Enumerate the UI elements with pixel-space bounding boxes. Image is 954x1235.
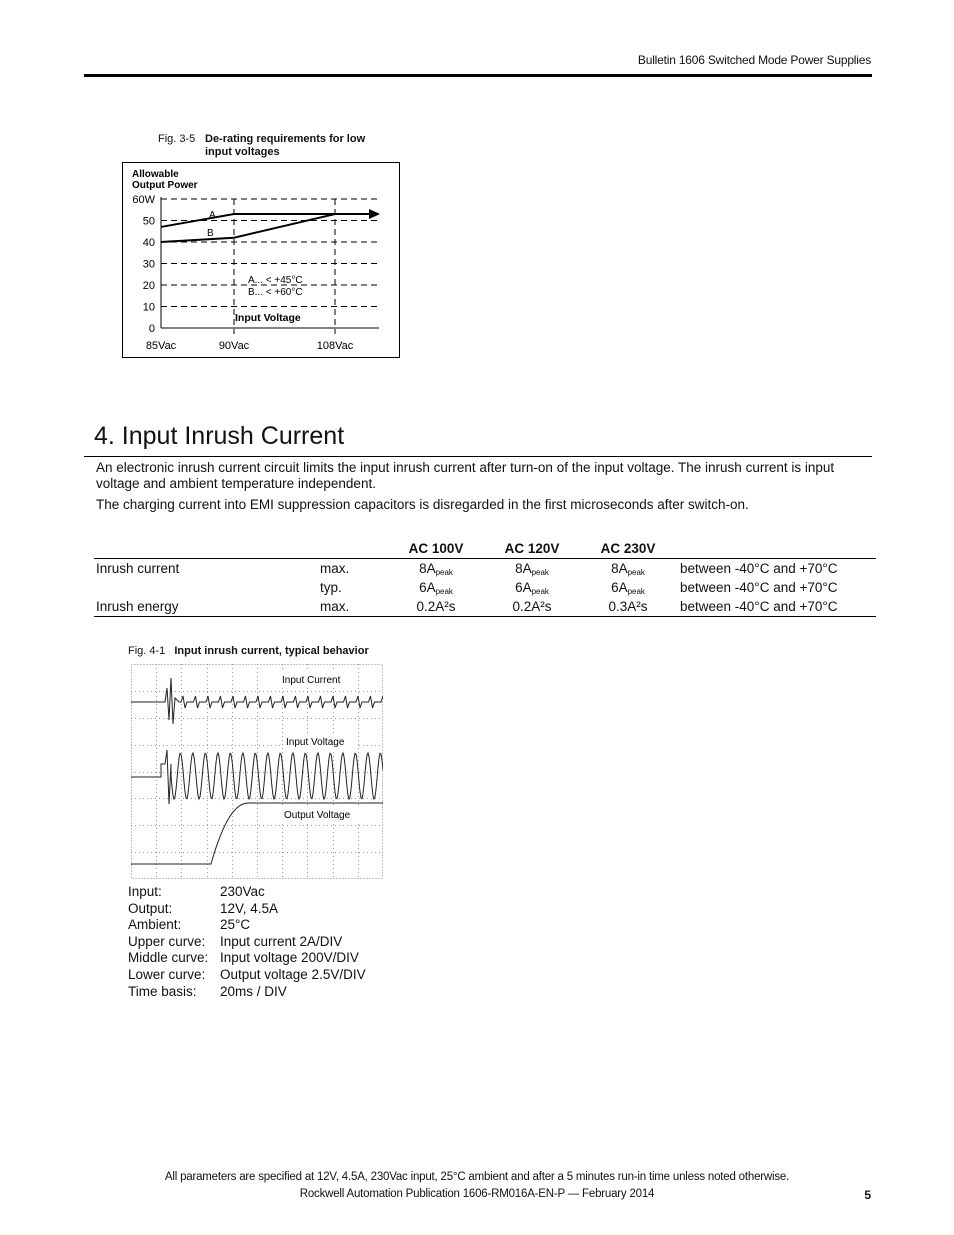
col-ac120: AC 120V — [484, 538, 580, 559]
col-ac100: AC 100V — [388, 538, 484, 559]
value-cell: 8Apeak — [419, 560, 453, 577]
parameter-value: 25°C — [220, 917, 251, 933]
value-cell: 8Apeak — [515, 560, 549, 577]
parameter-key: Input: — [128, 884, 162, 899]
table-row — [94, 559, 876, 579]
param-cell — [94, 578, 320, 597]
condition-cell: between -40°C and +70°C — [676, 597, 876, 617]
parameter-row — [128, 984, 366, 1001]
parameter-row — [128, 950, 366, 967]
section-title: 4. Input Inrush Current — [94, 422, 345, 450]
x-axis-title: Input Voltage — [235, 312, 301, 324]
x-tick-label: 85Vac — [145, 340, 177, 352]
table-row — [94, 578, 876, 597]
y-tick-label: 20 — [142, 280, 155, 292]
param-cell: Inrush current — [96, 561, 180, 576]
parameter-row — [128, 917, 366, 934]
condition-cell: between -40°C and +70°C — [680, 580, 838, 595]
page-number: 5 — [864, 1188, 871, 1202]
emi-paragraph: The charging current into EMI suppression capacitors is disregarded in the first microseconds after switch-on. — [96, 497, 749, 512]
value-cell: 0.3A²s — [580, 597, 676, 617]
running-header: Bulletin 1606 Switched Mode Power Supplies — [637, 53, 871, 67]
y-tick-label: 30 — [142, 258, 155, 271]
table-row — [94, 597, 876, 617]
parameter-key: Ambient: — [128, 917, 182, 933]
condition-cell: between -40°C and +70°C — [680, 561, 838, 576]
parameter-key: Time basis: — [128, 983, 197, 999]
parameter-row — [128, 884, 366, 901]
output-voltage-label: Output Voltage — [284, 810, 351, 821]
value-cell: 6Apeak — [419, 579, 453, 596]
parameter-value: 20ms / DIV — [220, 983, 287, 999]
parameter-value: 12V, 4.5A — [220, 900, 279, 916]
parameter-value: Output voltage 2.5V/DIV — [220, 966, 366, 982]
parameter-key: Output: — [128, 900, 173, 916]
intro-paragraph: An electronic inrush current circuit limits the input inrush current after turn-on of the input voltage. The inrush current is input voltage and ambient temperature independent. — [96, 460, 835, 491]
inrush-spec-table — [94, 538, 876, 617]
figure-caption — [128, 645, 369, 657]
parameter-value: 230Vac — [220, 884, 265, 899]
figure-number: Fig. 3-5 — [158, 133, 196, 145]
footer-publication: Rockwell Automation Publication 1606-RM016A-EN-P — February 2014 — [299, 1188, 655, 1200]
derating-chart — [122, 162, 400, 359]
qualifier-cell: max. — [320, 597, 388, 617]
parameter-key: Lower curve: — [128, 966, 206, 982]
figure-title: De-rating requirements for low input voltages — [205, 133, 366, 158]
x-tick-label: 108Vac — [316, 340, 354, 352]
figure-caption — [158, 133, 378, 158]
table-header-row — [94, 538, 876, 559]
value-cell: 6Apeak — [515, 579, 549, 596]
series-label-a: A — [209, 210, 216, 221]
value-cell: 0.2A²s — [388, 597, 484, 617]
oscilloscope-plot — [131, 664, 383, 879]
section-rule — [84, 456, 872, 457]
figure-title: Input inrush current, typical behavior — [174, 645, 369, 657]
series-label-b: B — [207, 228, 214, 239]
qualifier-cell: max. — [320, 561, 350, 576]
y-axis-title-line2: Output Power — [132, 180, 198, 191]
parameter-row — [128, 901, 366, 918]
y-tick-label: 40 — [142, 237, 155, 249]
parameter-row — [128, 934, 366, 951]
parameter-value: Input voltage 200V/DIV — [220, 950, 359, 966]
y-axis-title-line1: Allowable — [132, 169, 179, 180]
y-tick-label: 0 — [148, 323, 155, 335]
legend-a: A... < +45°C — [248, 275, 303, 286]
y-tick-label: 50 — [142, 215, 155, 228]
measurement-parameters — [128, 884, 366, 1000]
parameter-key: Upper curve: — [128, 933, 206, 949]
col-ac230: AC 230V — [580, 538, 676, 559]
input-voltage-label: Input Voltage — [286, 737, 345, 748]
parameter-value: Input current 2A/DIV — [220, 933, 343, 949]
figure-number: Fig. 4-1 — [128, 645, 166, 657]
qualifier-cell: typ. — [320, 580, 342, 595]
value-cell: 6Apeak — [611, 579, 645, 596]
parameter-key: Middle curve: — [128, 950, 209, 966]
value-cell: 8Apeak — [611, 560, 645, 577]
input-current-label: Input Current — [282, 675, 341, 686]
param-cell: Inrush energy — [94, 597, 320, 617]
parameter-row — [128, 967, 366, 984]
value-cell: 0.2A²s — [484, 597, 580, 617]
y-tick-label: 10 — [142, 301, 155, 314]
header-rule — [84, 74, 872, 77]
x-tick-label: 90Vac — [218, 340, 250, 352]
legend-b: B... < +60°C — [248, 287, 303, 298]
footer-note: All parameters are specified at 12V, 4.5A, 230Vac input, 25°C ambient and after a 5 minutes run-in time unless noted otherwise. — [164, 1171, 790, 1183]
y-tick-label: 60W — [132, 194, 155, 206]
